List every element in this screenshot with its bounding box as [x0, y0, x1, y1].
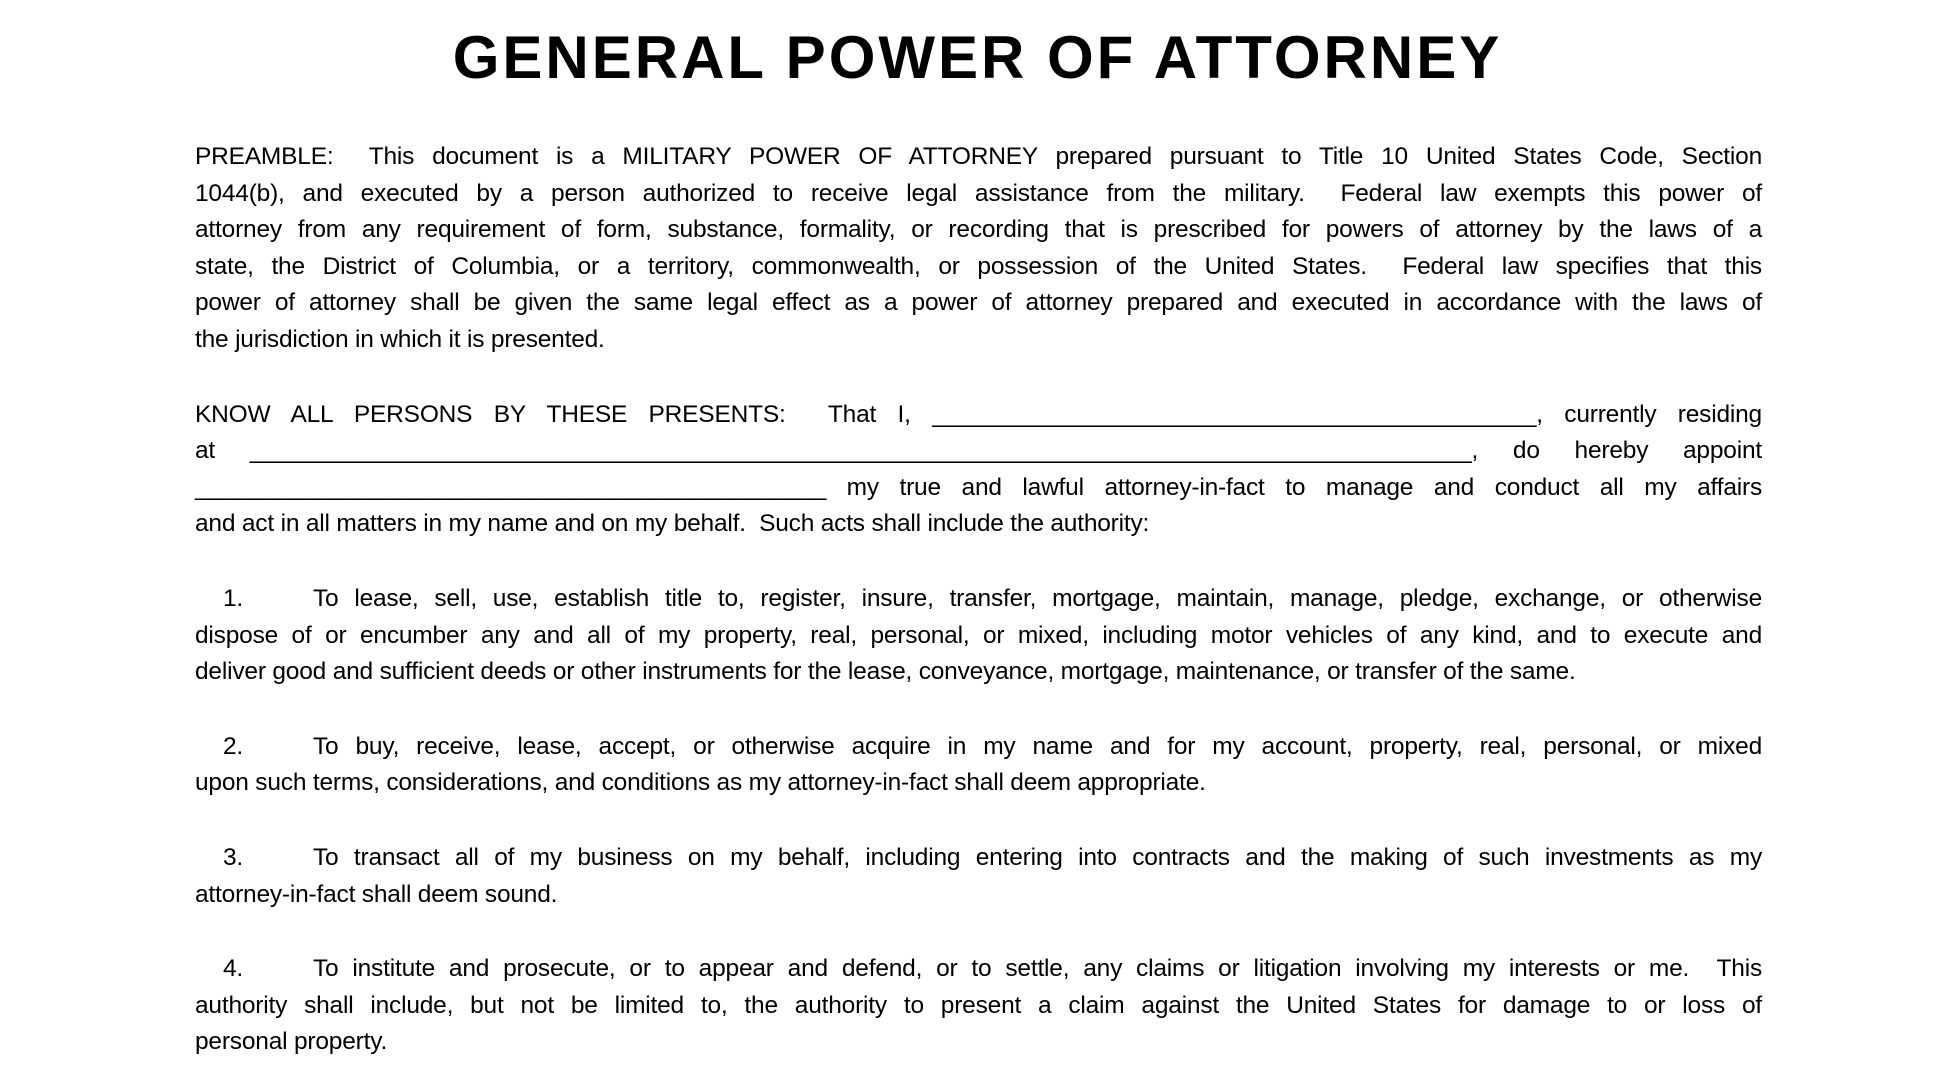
document-title: GENERAL POWER OF ATTORNEY [452, 24, 1503, 91]
authority-item-2-text: To buy, receive, lease, accept, or otherwise acquire in my name and for my account, property, real, personal, or mixed [313, 732, 1762, 760]
preamble-paragraph [195, 139, 1762, 359]
appointment-intro-text: KNOW ALL PERSONS BY THESE PRESENTS: That I, [195, 400, 933, 428]
authority-item-3-line-1 [195, 840, 1762, 877]
item-2-number: 2. [223, 732, 244, 760]
authority-item-3 [195, 840, 1762, 913]
appointment-line-2 [195, 433, 1762, 470]
appointment-paragraph [195, 397, 1762, 543]
document-body [195, 139, 1762, 1061]
authority-item-1 [195, 581, 1762, 691]
item-4-number: 4. [223, 955, 244, 983]
authority-item-1-line-2: dispose of or encumber any and all of my property, real, personal, or mixed, including motor vehicles of any kind, and to execute and [195, 621, 1762, 649]
preamble-line-4: state, the District of Columbia, or a territory, commonwealth, or possession of the United States. Federal law specifies that this [195, 252, 1762, 280]
authority-item-4-line-1 [195, 951, 1762, 988]
preamble-line-6: the jurisdiction in which it is presented. [195, 325, 605, 353]
appointment-line2-tail: , do hereby appoint [1471, 437, 1762, 465]
authority-item-2-line-1 [195, 729, 1762, 766]
authority-item-1-line-3: deliver good and sufficient deeds or other instruments for the lease, conveyance, mortgage, maintenance, or transfer of the same. [195, 658, 1576, 686]
preamble-line-3: attorney from any requirement of form, substance, formality, or recording that is prescribed for powers of attorney by the laws of a [195, 216, 1762, 244]
appointment-line-1 [195, 397, 1762, 434]
authority-item-3-text: To transact all of my business on my behalf, including entering into contracts and the making of such investments as my [313, 843, 1762, 871]
appointment-line3-tail: my true and lawful attorney-in-fact to manage and conduct all my affairs [826, 473, 1762, 501]
item-3-number: 3. [223, 843, 244, 871]
item-1-number: 1. [223, 584, 244, 612]
authority-item-3-line-2: attorney-in-fact shall deem sound. [195, 880, 558, 908]
appointment-line2-lead: at [195, 437, 250, 465]
authority-item-4 [195, 951, 1762, 1061]
appointment-line-4: and act in all matters in my name and on my behalf. Such acts shall include the authority: [195, 510, 1150, 538]
attorney-in-fact-name-blank[interactable]: _______________________________________________ [195, 473, 827, 501]
appointment-line1-tail: , currently residing [1536, 400, 1762, 428]
authority-item-2 [195, 729, 1762, 802]
preamble-line-5: power of attorney shall be given the same legal effect as a power of attorney prepared and executed in accordance with the laws of [195, 289, 1762, 317]
authority-item-4-line-2: authority shall include, but not be limited to, the authority to present a claim against the United States for damage to or loss of [195, 991, 1762, 1019]
residence-address-blank[interactable]: ___________________________________________________________________________________________ [249, 437, 1472, 465]
appointment-line-3 [195, 470, 1762, 507]
authority-item-4-text: To institute and prosecute, or to appear and defend, or to settle, any claims or litigation involving my interests or me. This [313, 955, 1762, 983]
authority-item-1-line-1 [195, 581, 1762, 618]
authority-item-1-text: To lease, sell, use, establish title to, register, insure, transfer, mortgage, maintain, manage, pledge, exchange, or otherwise [313, 584, 1762, 612]
preamble-line-1: PREAMBLE: This document is a MILITARY POWER OF ATTORNEY prepared pursuant to Title 10 United States Code, Section [195, 143, 1762, 170]
preamble-line-2: 1044(b), and executed by a person authorized to receive legal assistance from the military. Federal law exempts this power of [195, 179, 1762, 207]
principal-name-blank[interactable]: _____________________________________________ [932, 400, 1537, 428]
authority-item-2-line-2: upon such terms, considerations, and conditions as my attorney-in-fact shall deem appropriate. [195, 769, 1206, 797]
authority-item-4-line-3: personal property. [195, 1028, 388, 1056]
